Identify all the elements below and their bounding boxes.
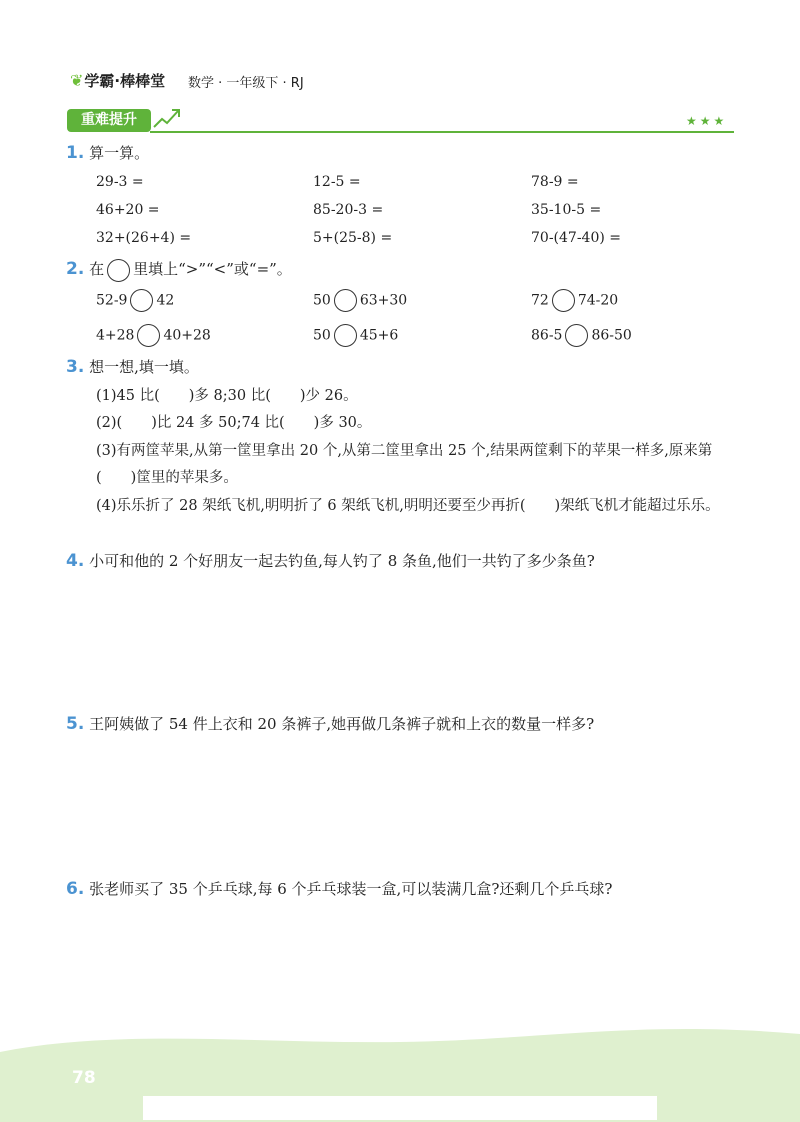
right-expr: 45+6 <box>359 327 399 344</box>
compare-item <box>313 324 398 347</box>
question-text: 王阿姨做了 54 件上衣和 20 条裤子,她再做几条裤子就和上衣的数量一样多? <box>89 715 595 733</box>
question-number: 3. <box>66 357 85 377</box>
equation: 85-20-3 = <box>313 202 384 218</box>
compare-circle[interactable] <box>565 324 588 347</box>
right-expr: 42 <box>156 292 175 309</box>
equation: 5+(25-8) = <box>313 230 393 246</box>
compare-circle[interactable] <box>552 289 575 312</box>
equation: 12-5 = <box>313 174 361 190</box>
question-3-title <box>66 356 199 377</box>
book-subtitle: 数学 · 一年级下 · RJ <box>188 76 304 91</box>
sub-question-1: (1)45 比( )多 8;30 比( )少 26。 <box>96 388 358 404</box>
trend-arrow-icon <box>152 105 182 131</box>
brand-text: 学霸·棒棒堂 <box>84 72 166 90</box>
brand-title <box>70 70 165 91</box>
question-text: 里填上“>”“<”或“=”。 <box>133 260 292 278</box>
equation: 46+20 = <box>96 202 160 218</box>
compare-item <box>531 324 632 347</box>
left-expr: 72 <box>531 292 549 309</box>
question-4 <box>66 550 595 571</box>
compare-circle-example <box>107 259 130 282</box>
compare-circle[interactable] <box>334 324 357 347</box>
question-text: 算一算。 <box>89 144 150 162</box>
compare-item <box>313 289 407 312</box>
footer-blank-box <box>143 1096 657 1120</box>
left-expr: 50 <box>313 292 331 309</box>
question-text: 想一想,填一填。 <box>89 358 199 376</box>
sub-question-4: (4)乐乐折了 28 架纸飞机,明明折了 6 架纸飞机,明明还要至少再折( )架纸飞机才能超过乐乐。 <box>96 498 720 514</box>
compare-circle[interactable] <box>130 289 153 312</box>
equation: 32+(26+4) = <box>96 230 192 246</box>
question-1-title <box>66 142 149 163</box>
question-text: 在 <box>89 260 105 278</box>
answer-area[interactable] <box>96 580 736 700</box>
question-text: 小可和他的 2 个好朋友一起去钓鱼,每人钓了 8 条鱼,他们一共钓了多少条鱼? <box>89 552 595 570</box>
question-number: 2. <box>66 259 85 279</box>
equation: 35-10-5 = <box>531 202 602 218</box>
right-expr: 63+30 <box>359 292 408 309</box>
equation: 78-9 = <box>531 174 579 190</box>
left-expr: 52-9 <box>96 292 128 309</box>
answer-area[interactable] <box>96 745 736 865</box>
question-text: 张老师买了 35 个乒乓球,每 6 个乒乓球装一盒,可以装满几盒?还剩几个乒乓球? <box>89 880 613 898</box>
question-number: 1. <box>66 143 85 163</box>
right-expr: 74-20 <box>577 292 619 309</box>
right-expr: 40+28 <box>163 327 211 344</box>
question-6 <box>66 878 612 899</box>
page-number: 78 <box>72 1068 96 1088</box>
compare-item <box>96 324 211 347</box>
answer-area[interactable] <box>96 910 736 1020</box>
question-2-title <box>66 258 292 282</box>
section-badge: 重难提升 <box>67 109 151 132</box>
difficulty-stars: ★★★ <box>686 114 728 128</box>
left-expr: 4+28 <box>96 327 135 344</box>
sub-question-3: (3)有两筐苹果,从第一筐里拿出 20 个,从第二筐里拿出 25 个,结果两筐剩下的苹果一样多,原来第( )筐里的苹果多。 <box>96 443 713 486</box>
compare-circle[interactable] <box>334 289 357 312</box>
section-divider <box>150 131 734 133</box>
question-number: 4. <box>66 551 85 571</box>
equation: 70-(47-40) = <box>531 230 622 246</box>
question-5 <box>66 713 594 734</box>
right-expr: 86-50 <box>591 327 632 344</box>
left-expr: 50 <box>313 327 331 344</box>
left-expr: 86-5 <box>531 327 563 344</box>
question-number: 5. <box>66 714 85 734</box>
sub-question-2: (2)( )比 24 多 50;74 比( )多 30。 <box>96 415 372 431</box>
compare-item <box>96 289 174 312</box>
question-number: 6. <box>66 879 85 899</box>
equation: 29-3 = <box>96 174 144 190</box>
compare-circle[interactable] <box>137 324 160 347</box>
leaf-icon: ❦ <box>70 71 84 90</box>
compare-item <box>531 289 618 312</box>
